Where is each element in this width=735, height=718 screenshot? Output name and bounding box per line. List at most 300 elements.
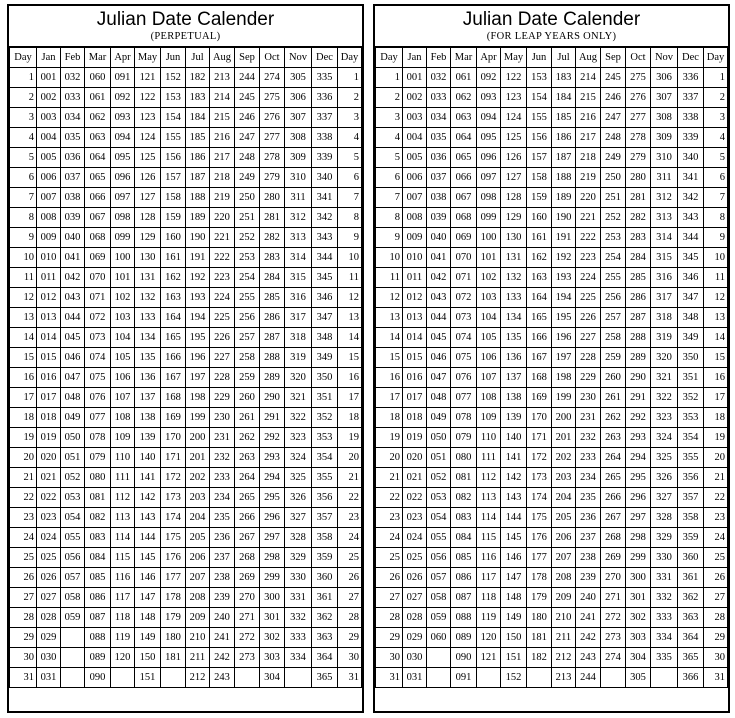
- julian-cell: 284: [260, 268, 285, 288]
- julian-cell: 292: [260, 428, 285, 448]
- day-number-left: 4: [376, 128, 403, 148]
- julian-cell: 129: [501, 208, 527, 228]
- julian-cell: 353: [312, 428, 338, 448]
- julian-cell: 083: [451, 508, 477, 528]
- julian-cell: 174: [161, 508, 186, 528]
- julian-cell: 032: [61, 68, 85, 88]
- julian-cell: 087: [451, 588, 477, 608]
- julian-cell: 243: [576, 648, 601, 668]
- julian-cell: 064: [451, 128, 477, 148]
- julian-cell: 315: [285, 268, 312, 288]
- julian-cell: 054: [427, 508, 451, 528]
- julian-cell: 054: [61, 508, 85, 528]
- day-number-right: 6: [338, 168, 362, 188]
- perpetual-calendar-panel: [7, 4, 364, 713]
- julian-cell: 128: [135, 208, 161, 228]
- julian-cell: 063: [451, 108, 477, 128]
- julian-cell: 284: [626, 248, 651, 268]
- julian-cell: 174: [527, 488, 552, 508]
- julian-cell: 126: [135, 168, 161, 188]
- julian-cell: 110: [111, 448, 135, 468]
- julian-cell: 269: [601, 548, 626, 568]
- julian-cell: 214: [576, 68, 601, 88]
- julian-cell: 071: [451, 268, 477, 288]
- table-row: [376, 508, 728, 528]
- julian-cell: 037: [427, 168, 451, 188]
- julian-cell: 275: [626, 68, 651, 88]
- julian-cell: 356: [678, 468, 704, 488]
- julian-cell: 236: [210, 528, 235, 548]
- leap-subtitle: (FOR LEAP YEARS ONLY): [486, 31, 617, 42]
- julian-cell: 107: [477, 368, 501, 388]
- julian-cell: 230: [576, 388, 601, 408]
- julian-cell: 195: [186, 328, 210, 348]
- julian-cell: 001: [403, 68, 427, 88]
- day-number-right: 23: [338, 508, 362, 528]
- day-number-left: 17: [376, 388, 403, 408]
- julian-cell: 005: [37, 148, 61, 168]
- julian-cell: 136: [135, 368, 161, 388]
- julian-cell: 205: [552, 508, 576, 528]
- julian-cell: 354: [678, 428, 704, 448]
- julian-cell: 273: [235, 648, 260, 668]
- julian-cell: 127: [501, 168, 527, 188]
- julian-cell: 303: [626, 628, 651, 648]
- julian-cell: 045: [61, 328, 85, 348]
- day-number-left: 16: [10, 368, 37, 388]
- julian-cell: 285: [260, 288, 285, 308]
- julian-cell: 030: [403, 648, 427, 668]
- julian-cell: 007: [403, 188, 427, 208]
- julian-cell: 010: [37, 248, 61, 268]
- julian-cell: 357: [678, 488, 704, 508]
- julian-cell: 029: [403, 628, 427, 648]
- day-number-left: 2: [10, 88, 37, 108]
- day-number-right: 23: [704, 508, 728, 528]
- julian-cell: 219: [210, 188, 235, 208]
- julian-cell: 055: [61, 528, 85, 548]
- julian-cell: 156: [527, 128, 552, 148]
- julian-cell: 351: [312, 388, 338, 408]
- julian-cell: 240: [576, 588, 601, 608]
- julian-cell: 287: [626, 308, 651, 328]
- julian-cell: 267: [601, 508, 626, 528]
- julian-cell: 266: [601, 488, 626, 508]
- julian-cell: 311: [285, 188, 312, 208]
- julian-cell: 038: [427, 188, 451, 208]
- day-number-left: 9: [376, 228, 403, 248]
- day-number-right: 24: [704, 528, 728, 548]
- julian-cell: 203: [186, 488, 210, 508]
- julian-cell: 068: [85, 228, 111, 248]
- julian-cell: [427, 668, 451, 688]
- julian-cell: 300: [260, 588, 285, 608]
- day-number-right: 7: [338, 188, 362, 208]
- julian-cell: 039: [427, 208, 451, 228]
- julian-cell: 084: [451, 528, 477, 548]
- table-row: [376, 348, 728, 368]
- julian-cell: 058: [61, 588, 85, 608]
- julian-cell: 360: [312, 568, 338, 588]
- julian-cell: 346: [312, 288, 338, 308]
- julian-cell: 352: [678, 388, 704, 408]
- julian-cell: 235: [210, 508, 235, 528]
- day-number-right: 1: [338, 68, 362, 88]
- day-number-left: 31: [376, 668, 403, 688]
- julian-cell: 307: [651, 88, 678, 108]
- julian-cell: 134: [135, 328, 161, 348]
- julian-cell: 189: [552, 188, 576, 208]
- julian-cell: 321: [651, 368, 678, 388]
- julian-cell: 078: [451, 408, 477, 428]
- julian-cell: 025: [37, 548, 61, 568]
- day-number-right: 5: [338, 148, 362, 168]
- julian-cell: 261: [601, 388, 626, 408]
- julian-cell: 044: [427, 308, 451, 328]
- month-header-jan: Jan: [37, 48, 61, 68]
- day-number-right: 5: [704, 148, 728, 168]
- julian-cell: 327: [285, 508, 312, 528]
- julian-cell: 330: [285, 568, 312, 588]
- day-number-left: 7: [376, 188, 403, 208]
- julian-cell: 246: [235, 108, 260, 128]
- month-header-jul: Jul: [552, 48, 576, 68]
- julian-cell: 325: [651, 448, 678, 468]
- day-number-right: 10: [704, 248, 728, 268]
- julian-cell: 329: [651, 528, 678, 548]
- julian-cell: 334: [651, 628, 678, 648]
- julian-cell: 008: [37, 208, 61, 228]
- julian-cell: 007: [37, 188, 61, 208]
- day-number-left: 28: [376, 608, 403, 628]
- table-row: [10, 448, 362, 468]
- julian-cell: [477, 668, 501, 688]
- julian-cell: 165: [527, 308, 552, 328]
- julian-cell: 051: [61, 448, 85, 468]
- julian-cell: 017: [403, 388, 427, 408]
- julian-cell: [651, 668, 678, 688]
- julian-cell: 015: [403, 348, 427, 368]
- julian-cell: 020: [37, 448, 61, 468]
- julian-cell: 155: [161, 128, 186, 148]
- header-row: [10, 48, 362, 68]
- julian-cell: 210: [186, 628, 210, 648]
- julian-cell: 248: [235, 148, 260, 168]
- julian-cell: 257: [601, 308, 626, 328]
- julian-cell: 246: [601, 88, 626, 108]
- julian-cell: 262: [601, 408, 626, 428]
- julian-cell: 188: [186, 188, 210, 208]
- table-row: [376, 88, 728, 108]
- julian-cell: 103: [477, 288, 501, 308]
- julian-cell: 211: [186, 648, 210, 668]
- julian-cell: 286: [626, 288, 651, 308]
- day-number-right: 14: [338, 328, 362, 348]
- julian-cell: 061: [451, 68, 477, 88]
- day-number-right: 2: [338, 88, 362, 108]
- julian-cell: 141: [135, 468, 161, 488]
- julian-cell: 260: [601, 368, 626, 388]
- day-number-right: 3: [704, 108, 728, 128]
- julian-cell: 346: [678, 268, 704, 288]
- julian-cell: 256: [235, 308, 260, 328]
- julian-cell: 043: [427, 288, 451, 308]
- julian-cell: 160: [527, 208, 552, 228]
- julian-cell: 140: [135, 448, 161, 468]
- julian-cell: 255: [235, 288, 260, 308]
- julian-cell: 029: [37, 628, 61, 648]
- table-row: [10, 628, 362, 648]
- julian-cell: 310: [651, 148, 678, 168]
- julian-cell: 062: [451, 88, 477, 108]
- julian-cell: 226: [210, 328, 235, 348]
- julian-cell: 351: [678, 368, 704, 388]
- julian-cell: 147: [501, 568, 527, 588]
- julian-cell: 228: [210, 368, 235, 388]
- day-number-left: 11: [10, 268, 37, 288]
- julian-cell: 019: [403, 428, 427, 448]
- month-header-jan: Jan: [403, 48, 427, 68]
- julian-cell: 070: [451, 248, 477, 268]
- julian-cell: 119: [477, 608, 501, 628]
- julian-cell: 172: [161, 468, 186, 488]
- julian-cell: 343: [312, 228, 338, 248]
- julian-cell: 271: [235, 608, 260, 628]
- julian-cell: 322: [285, 408, 312, 428]
- day-number-right: 30: [338, 648, 362, 668]
- julian-cell: 280: [260, 188, 285, 208]
- julian-cell: 006: [37, 168, 61, 188]
- julian-cell: 296: [260, 508, 285, 528]
- julian-cell: 145: [501, 528, 527, 548]
- julian-cell: 063: [85, 128, 111, 148]
- julian-cell: 164: [527, 288, 552, 308]
- table-row: [10, 668, 362, 688]
- julian-cell: 013: [37, 308, 61, 328]
- julian-cell: 049: [427, 408, 451, 428]
- julian-cell: 229: [576, 368, 601, 388]
- julian-cell: 091: [111, 68, 135, 88]
- day-number-right: 16: [704, 368, 728, 388]
- julian-cell: 094: [111, 128, 135, 148]
- day-number-left: 27: [376, 588, 403, 608]
- julian-cell: 251: [235, 208, 260, 228]
- julian-cell: 274: [601, 648, 626, 668]
- julian-cell: 191: [552, 228, 576, 248]
- table-row: [376, 248, 728, 268]
- table-row: [376, 128, 728, 148]
- julian-cell: 225: [576, 288, 601, 308]
- julian-cell: 109: [111, 428, 135, 448]
- julian-cell: 171: [527, 428, 552, 448]
- julian-cell: 323: [651, 408, 678, 428]
- table-row: [10, 428, 362, 448]
- julian-cell: 262: [235, 428, 260, 448]
- julian-cell: 129: [135, 228, 161, 248]
- table-row: [10, 548, 362, 568]
- day-number-left: 11: [376, 268, 403, 288]
- julian-cell: 223: [210, 268, 235, 288]
- day-number-right: 17: [704, 388, 728, 408]
- leap-title: Julian Date Calender: [462, 9, 641, 30]
- julian-cell: 101: [477, 248, 501, 268]
- julian-cell: 304: [260, 668, 285, 688]
- julian-cell: 138: [135, 408, 161, 428]
- julian-cell: 305: [285, 68, 312, 88]
- julian-cell: 344: [312, 248, 338, 268]
- julian-cell: 242: [576, 628, 601, 648]
- julian-cell: 118: [111, 608, 135, 628]
- julian-cell: 280: [626, 168, 651, 188]
- julian-cell: [601, 668, 626, 688]
- julian-cell: 281: [626, 188, 651, 208]
- julian-cell: 237: [210, 548, 235, 568]
- julian-cell: 182: [527, 648, 552, 668]
- julian-cell: 361: [678, 568, 704, 588]
- julian-cell: 089: [85, 648, 111, 668]
- table-row: [376, 108, 728, 128]
- julian-cell: 072: [451, 288, 477, 308]
- julian-cell: 249: [601, 148, 626, 168]
- julian-cell: 012: [403, 288, 427, 308]
- day-number-right: 31: [704, 668, 728, 688]
- julian-cell: 187: [552, 148, 576, 168]
- julian-cell: 319: [651, 328, 678, 348]
- julian-cell: 273: [601, 628, 626, 648]
- julian-cell: 334: [285, 648, 312, 668]
- julian-cell: 163: [161, 288, 186, 308]
- julian-cell: 149: [501, 608, 527, 628]
- julian-cell: 230: [210, 408, 235, 428]
- julian-cell: 183: [552, 68, 576, 88]
- julian-cell: 298: [260, 548, 285, 568]
- julian-cell: 105: [111, 348, 135, 368]
- julian-cell: 213: [552, 668, 576, 688]
- julian-cell: 176: [527, 528, 552, 548]
- day-number-left: 18: [376, 408, 403, 428]
- day-number-right: 29: [704, 628, 728, 648]
- julian-cell: 320: [285, 368, 312, 388]
- julian-cell: 016: [37, 368, 61, 388]
- table-row: [10, 128, 362, 148]
- julian-cell: 178: [161, 588, 186, 608]
- julian-cell: 243: [210, 668, 235, 688]
- julian-cell: 079: [85, 448, 111, 468]
- julian-cell: 134: [501, 308, 527, 328]
- julian-cell: 045: [427, 328, 451, 348]
- month-header-aug: Aug: [576, 48, 601, 68]
- julian-cell: 304: [626, 648, 651, 668]
- julian-cell: [61, 648, 85, 668]
- julian-cell: 152: [161, 68, 186, 88]
- month-header-oct: Oct: [260, 48, 285, 68]
- julian-cell: 194: [186, 308, 210, 328]
- julian-cell: 330: [651, 548, 678, 568]
- julian-cell: 214: [210, 88, 235, 108]
- julian-cell: 321: [285, 388, 312, 408]
- julian-cell: 289: [260, 368, 285, 388]
- julian-cell: 142: [501, 468, 527, 488]
- julian-cell: 026: [37, 568, 61, 588]
- table-row: [10, 228, 362, 248]
- julian-cell: 294: [260, 468, 285, 488]
- julian-cell: 003: [37, 108, 61, 128]
- julian-cell: 017: [37, 388, 61, 408]
- julian-cell: 250: [235, 188, 260, 208]
- julian-cell: 227: [210, 348, 235, 368]
- julian-cell: 215: [576, 88, 601, 108]
- julian-cell: 149: [135, 628, 161, 648]
- julian-cell: 018: [403, 408, 427, 428]
- julian-cell: 308: [651, 108, 678, 128]
- julian-cell: 252: [235, 228, 260, 248]
- day-number-left: 6: [376, 168, 403, 188]
- day-number-right: 15: [338, 348, 362, 368]
- day-number-right: 8: [704, 208, 728, 228]
- julian-cell: 364: [312, 648, 338, 668]
- julian-cell: 312: [651, 188, 678, 208]
- julian-cell: 358: [312, 528, 338, 548]
- julian-cell: 107: [111, 388, 135, 408]
- table-row: [376, 368, 728, 388]
- day-number-right: 8: [338, 208, 362, 228]
- julian-cell: 315: [651, 248, 678, 268]
- julian-cell: 022: [403, 488, 427, 508]
- julian-cell: 189: [186, 208, 210, 228]
- julian-cell: 265: [235, 488, 260, 508]
- julian-cell: 203: [552, 468, 576, 488]
- julian-cell: 157: [161, 168, 186, 188]
- julian-cell: 357: [312, 508, 338, 528]
- julian-cell: 283: [260, 248, 285, 268]
- julian-cell: 027: [37, 588, 61, 608]
- day-number-right: 12: [704, 288, 728, 308]
- julian-cell: 332: [285, 608, 312, 628]
- julian-cell: 167: [527, 348, 552, 368]
- julian-cell: 113: [477, 488, 501, 508]
- julian-cell: 096: [111, 168, 135, 188]
- julian-cell: 014: [37, 328, 61, 348]
- julian-cell: 003: [403, 108, 427, 128]
- day-number-right: 25: [704, 548, 728, 568]
- julian-cell: 090: [451, 648, 477, 668]
- julian-cell: 199: [186, 408, 210, 428]
- julian-cell: 114: [477, 508, 501, 528]
- julian-cell: 086: [451, 568, 477, 588]
- julian-cell: 116: [111, 568, 135, 588]
- julian-cell: 286: [260, 308, 285, 328]
- julian-cell: 131: [501, 248, 527, 268]
- julian-cell: 089: [451, 628, 477, 648]
- julian-cell: 309: [285, 148, 312, 168]
- day-number-left: 12: [376, 288, 403, 308]
- julian-cell: 055: [427, 528, 451, 548]
- day-number-left: 8: [376, 208, 403, 228]
- day-number-left: 9: [10, 228, 37, 248]
- julian-cell: 299: [626, 548, 651, 568]
- julian-cell: 079: [451, 428, 477, 448]
- julian-cell: 283: [626, 228, 651, 248]
- julian-cell: 098: [477, 188, 501, 208]
- perpetual-title: Julian Date Calender: [96, 9, 275, 30]
- julian-cell: 279: [260, 168, 285, 188]
- julian-cell: 282: [626, 208, 651, 228]
- julian-cell: 318: [285, 328, 312, 348]
- julian-cell: 245: [601, 68, 626, 88]
- table-row: [376, 268, 728, 288]
- table-row: [376, 468, 728, 488]
- day-number-right: 16: [338, 368, 362, 388]
